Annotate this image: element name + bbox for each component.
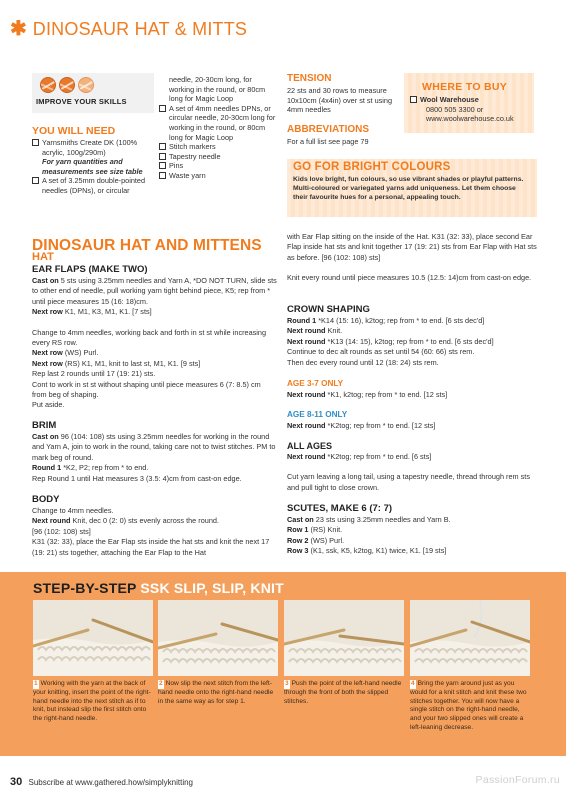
body-stitch-count: [96 (102: 108) sts] — [32, 526, 91, 536]
checkbox-icon — [159, 143, 166, 150]
scutes-row-2: Row 2 (WS) Purl. — [287, 535, 345, 545]
body-knit-until: Knit every round until piece measures 10.5 (12.5: 14)cm from cast-on edge. — [287, 273, 532, 283]
page-number: 30 — [10, 776, 23, 788]
you-will-need-heading: YOU WILL NEED — [32, 125, 116, 137]
age-3-7-heading: AGE 3-7 ONLY — [287, 379, 344, 388]
step-photo — [33, 600, 153, 676]
scutes-row-1: Row 1 (RS) Knit. — [287, 525, 343, 535]
crown-continue: Continue to dec alt rounds as set until 54 (60: 66) sts rem. — [287, 347, 475, 357]
crown-dec-every-round: Then dec every round until 12 (18: 24) sts rem. — [287, 357, 439, 367]
age-8-11-heading: AGE 8-11 ONLY — [287, 410, 348, 419]
skills-label: IMPROVE YOUR SKILLS — [36, 97, 127, 106]
ear-flaps-put-aside: Put aside. — [32, 400, 65, 410]
body-second-ear-flap: with Ear Flap sitting on the inside of the Hat. K31 (32: 33), place second Ear Flap inside hat sts and knit together 17 (19: 21) sts from Ear Flap with Hat sts as before. [96 (102: 108) sts] — [287, 232, 537, 262]
step-caption: 3 Push the point of the left-hand needle through the front of both the slipped stitches. — [284, 680, 402, 705]
crown-shaping-instructions — [287, 316, 537, 368]
scutes-instructions — [287, 515, 537, 557]
checkbox-icon — [159, 162, 166, 169]
brim-repeat: Rep Round 1 until Hat measures 3 (3.5: 4)cm from cast-on edge. — [32, 473, 242, 483]
checklist-item: Yarnsmiths Create DK (100% acrylic, 100g/290m) — [32, 138, 150, 157]
body-instructions — [32, 506, 277, 558]
step-photo — [158, 600, 278, 676]
brim-round-1: Round 1 *K2, P2; rep from * to end. — [32, 463, 149, 473]
body-change-needles: Change to 4mm needles. — [32, 506, 114, 515]
all-ages-next-round: Next round *K2tog; rep from * to end. [6 sts] — [287, 452, 432, 461]
age-8-11-instructions: Next round *K2tog; rep from * to end. [12 sts] — [287, 421, 436, 430]
all-ages-instructions — [287, 452, 537, 493]
ear-flaps-continue: Cont to work in st st without shaping until piece measures 6 (7: 8.5) cm from beg of shaping. — [32, 379, 261, 400]
watermark: PassionForum.ru — [475, 774, 560, 786]
checklist-item: Stitch markers — [159, 142, 277, 152]
size-table-note: For yarn quantities and measurements see size table — [42, 157, 143, 176]
tip-heading: GO FOR BRIGHT COLOURS — [293, 161, 451, 173]
ear-flaps-heading: EAR FLAPS (MAKE TWO) — [32, 264, 148, 275]
body-next-round: Next round Knit, dec 0 (2: 0) sts evenly across the round. — [32, 516, 219, 526]
yarn-ball-rating — [40, 77, 94, 93]
stockist-item: Wool Warehouse — [410, 95, 530, 105]
tip-text: Kids love bright, fun colours, so use vibrant shades or playful patterns. Multi-coloured or variegated yarns add uniqueness. Let them choose their favourite hues for a personal, appealing touch. — [293, 176, 524, 201]
step-caption: 4 Bring the yarn around just as you would for a knit stitch and knit these two stitches together. You will now have a single stitch on the right-hand needle, and your two slipped ones will create a left-leaning decrease. — [410, 680, 527, 731]
crown-round-1: Round 1 *K14 (15: 16), k2tog; rep from * to end. [6 sts dec'd] — [287, 316, 485, 325]
checkbox-icon — [159, 105, 166, 112]
body-heading: BODY — [32, 494, 60, 505]
step-caption: 1 Working with the yarn at the back of your knitting, insert the point of the right-hand needle into the next stitch as if to knit, but instead slip the first stitch onto the right-hand needle. — [33, 680, 151, 723]
checklist-continuation: needle, 20-30cm long, for working in the round, or 80cm long for Magic Loop — [169, 75, 266, 104]
step-by-step-title: STEP-BY-STEP SSK SLIP, SLIP, KNIT — [33, 580, 284, 596]
where-to-buy-heading: WHERE TO BUY — [422, 81, 508, 93]
checkbox-icon — [159, 172, 166, 179]
brim-instructions — [32, 432, 277, 484]
checklist-item: A set of 3.25mm double-pointed needles (DPNs), or circular — [32, 176, 150, 195]
body-attach-ear-flap: K31 (32: 33), place the Ear Flap sts inside the hat sts and knit the next 17 (19: 21) sts together, attaching the Ear Flap to the Hat — [32, 537, 270, 557]
ear-flaps-ws-row: Next row (WS) Purl. — [32, 348, 99, 358]
section-title: DINOSAUR HAT & MITTS — [32, 18, 248, 39]
ear-flaps-instructions — [32, 276, 277, 411]
hat-heading: HAT — [32, 251, 54, 263]
all-ages-heading: ALL AGES — [287, 441, 333, 451]
abbreviations-heading: ABBREVIATIONS — [287, 124, 370, 135]
abbreviations-text: For a full list see page 79 — [287, 137, 369, 146]
where-to-buy-details — [410, 95, 530, 124]
stockist-url[interactable]: www.woolwarehouse.co.uk — [426, 114, 514, 124]
ear-flaps-next-row: Next row K1, M1, K3, M1, K1. [7 sts] — [32, 307, 152, 317]
step-caption: 2 Now slip the next stitch from the left-hand needle onto the right-hand needle in the same way as for step 1. — [158, 680, 274, 705]
ear-flaps-change-needles: Change to 4mm needles, working back and forth in st st while increasing every RS row. — [32, 327, 267, 348]
page-footer — [10, 776, 193, 788]
tension-heading: TENSION — [287, 73, 332, 84]
checkbox-icon — [32, 177, 39, 184]
ear-flaps-cast-on: Cast on 5 sts using 3.25mm needles and Yarn A, *DO NOT TURN, slide sts to other end of needle, pull working yarn tight behind piece, K5; rep from * until piece measures 15 (16: 18)cm. — [32, 276, 277, 306]
checkbox-icon — [410, 96, 417, 103]
yarn-ball-icon — [59, 77, 75, 93]
skills-badge — [32, 73, 154, 113]
step-photo — [284, 600, 404, 676]
yarn-ball-icon — [40, 77, 56, 93]
scutes-row-3: Row 3 (K1, ssk, K5, k2tog, K1) twice, K1. [19 sts] — [287, 546, 447, 556]
tension-text: 22 sts and 30 rows to measure 10x10cm (4x4in) over st st using 4mm needles — [287, 86, 393, 115]
all-ages-finish: Cut yarn leaving a long tail, using a tapestry needle, thread through rem sts and pull tight to close crown. — [287, 472, 530, 492]
yarn-ball-icon — [78, 77, 94, 93]
crown-shaping-heading: CROWN SHAPING — [287, 304, 370, 315]
crown-next-round-dec: Next round *K13 (14: 15), k2tog; rep from * to end. [6 sts dec'd] — [287, 336, 494, 346]
checklist-item: Waste yarn — [159, 171, 277, 181]
ear-flaps-repeat: Rep last 2 rounds until 17 (19: 21) sts. — [32, 369, 156, 379]
checkbox-icon — [32, 139, 39, 146]
you-will-need-list-col2 — [159, 75, 277, 181]
stockist-phone: 0800 505 3300 or — [426, 104, 484, 114]
scutes-heading: SCUTES, MAKE 6 (7: 7) — [287, 503, 393, 514]
ear-flaps-rs-row: Next row (RS) K1, M1, knit to last st, M1, K1. [9 sts] — [32, 358, 201, 368]
pattern-title: DINOSAUR HAT AND MITTENS — [32, 237, 262, 254]
checklist-item: Pins — [159, 161, 277, 171]
section-header — [10, 18, 247, 40]
brim-heading: BRIM — [32, 420, 57, 431]
brim-cast-on: Cast on 96 (104: 108) sts using 3.25mm needles for working in the round and Yarn A, join to work in the round, taking care not to twist stitches. PM to mark beg of round. — [32, 432, 276, 462]
subscribe-link[interactable]: Subscribe at www.gathered.how/simplyknitting — [28, 778, 194, 787]
where-to-buy-box — [404, 73, 534, 133]
crown-next-round-knit: Next round Knit. — [287, 326, 343, 336]
checkbox-icon — [159, 153, 166, 160]
age-3-7-instructions: Next round *K1, k2tog; rep from * to end. [12 sts] — [287, 390, 448, 399]
tip-box — [287, 159, 537, 217]
body-instructions-cont — [287, 232, 537, 284]
asterisk-icon: ✱ — [10, 18, 27, 40]
checklist-item: A set of 4mm needles DPNs, or circular needle, 20-30cm long for working in the round, or 80cm long for Magic Loop — [159, 104, 277, 142]
checklist-item: Tapestry needle — [159, 152, 277, 162]
scutes-cast-on: Cast on 23 sts using 3.25mm needles and Yarn B. — [287, 515, 451, 524]
you-will-need-list — [32, 138, 150, 196]
step-photo — [410, 600, 530, 676]
